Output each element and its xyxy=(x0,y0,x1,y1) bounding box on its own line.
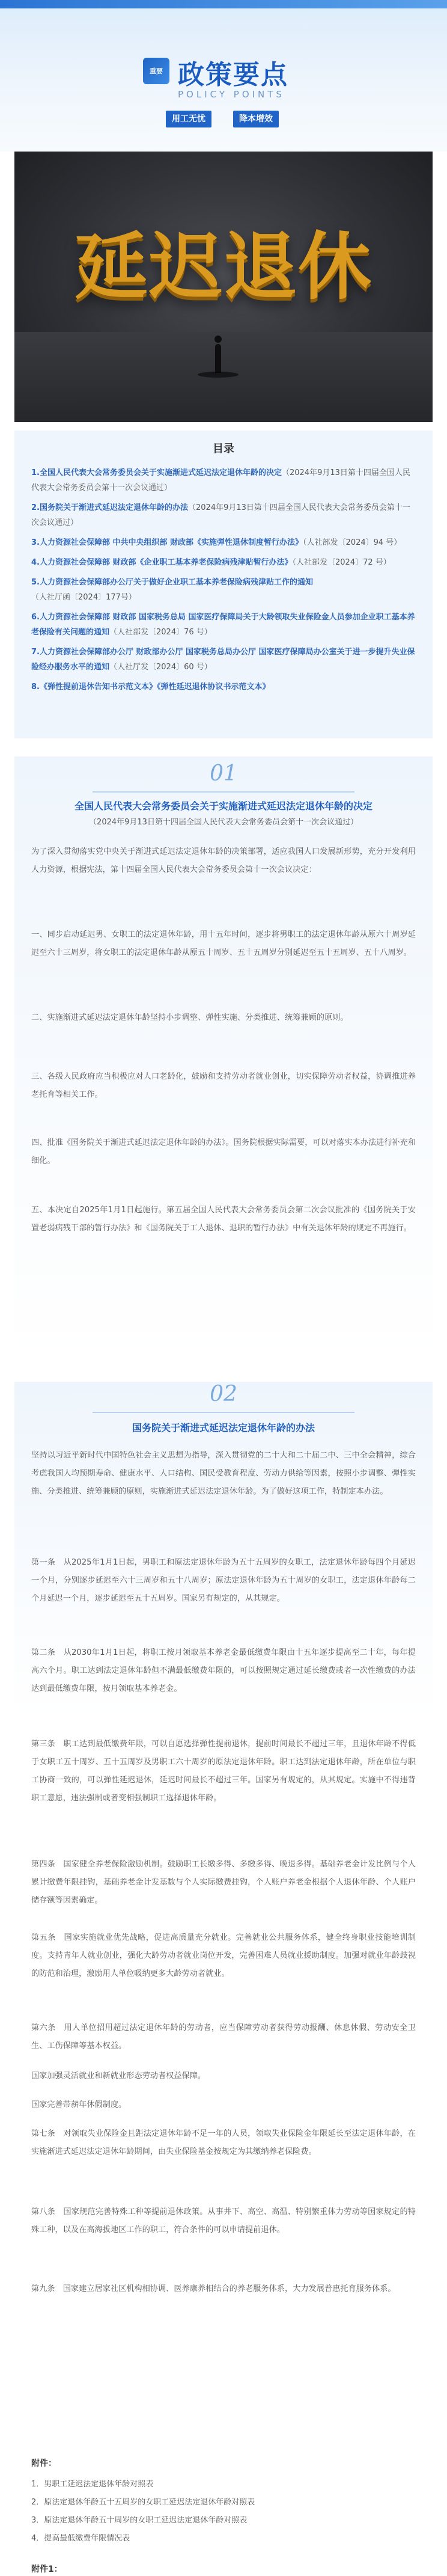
appendix xyxy=(14,2351,433,2550)
tag-badge-1: 用工无忧 xyxy=(166,111,211,127)
appendix-tail-heading: 附件1： xyxy=(31,2565,62,2574)
directory-item[interactable]: 7.人力资源社会保障部办公厅 财政部办公厅 国家税务总局办公厅 国家医疗保障局办公室关于进一步提升失业保险经办服务水平的通知（人社厅发〔2024〕60 号） xyxy=(31,648,415,672)
directory-link[interactable]: 人力资源社会保障部 中共中央组织部 财政部《实施弹性退休制度暂行办法》 xyxy=(39,538,303,547)
section-divider xyxy=(93,791,354,793)
directory-item[interactable]: 6.人力资源社会保障部 财政部 国家税务总局 国家医疗保障局关于大龄领取失业保险金人员参加企业职工基本养老保险有关问题的通知（人社部发〔2024〕76 号） xyxy=(31,613,415,637)
section-number: 02 xyxy=(210,1382,237,1406)
appendix-heading: 附件： xyxy=(31,2459,56,2468)
directory-list xyxy=(31,465,416,699)
appendix-item[interactable]: 4．提高最低缴费年限情况表 xyxy=(31,2534,130,2543)
appendix-item[interactable]: 3．原法定退休年龄五十周岁的女职工延迟法定退休年龄对照表 xyxy=(31,2516,248,2525)
logo-badge-icon: 重要 xyxy=(143,58,169,84)
directory-link[interactable]: 国务院关于渐进式延迟法定退休年龄的办法 xyxy=(39,503,188,512)
section-divider xyxy=(93,1412,354,1413)
section-paragraph: 坚持以习近平新时代中国特色社会主义思想为指导，深入贯彻党的二十大和二十届二中、三中全会精神，综合考虑我国人均预期寿命、健康水平、人口结构、国民受教育程度、劳动力供给等因素，按照小步调整、弹性实施、分类推进、统筹兼顾的原则，实施渐进式延迟法定退休年龄。为了做好这项工作，特制定本办法。 xyxy=(31,1451,416,1496)
section-subtitle: （2024年9月13日第十四届全国人民代表大会常务委员会第十一次会议通过） xyxy=(89,818,358,827)
directory-link[interactable]: 人力资源社会保障部 财政部《企业职工基本养老保险病残津贴暂行办法》 xyxy=(39,558,293,567)
top-stripe xyxy=(0,0,447,8)
section-paragraph: 第九条 国家建立居家社区机构相协调、医养康养相结合的养老服务体系，大力发展普惠托育服务体系。 xyxy=(31,2284,396,2293)
section-paragraph: 五、本决定自2025年1月1日起施行。第五届全国人民代表大会常务委员会第二次会议批准的《国务院关于安置老弱病残干部的暂行办法》和《国务院关于工人退休、退职的暂行办法》中有关退休年龄的规定不再施行。 xyxy=(31,1206,416,1233)
section-paragraph: 二、实施渐进式延迟法定退休年龄坚持小步调整、弹性实施、分类推进、统筹兼顾的原则。 xyxy=(31,1013,348,1022)
person-shadow xyxy=(198,372,239,378)
person-head-icon xyxy=(214,336,222,343)
section-title: 全国人民代表大会常务委员会关于实施渐进式延迟法定退休年龄的决定 xyxy=(74,800,372,812)
section-2 xyxy=(14,1382,433,2345)
person-silhouette-icon xyxy=(215,344,221,373)
directory-link[interactable]: 《弹性提前退休告知书示范文本》《弹性延迟退休协议书示范文本》 xyxy=(39,682,270,692)
section-paragraph: 第四条 国家健全养老保险激励机制。鼓励职工长缴多得、多缴多得、晚退多得。基础养老金计发比例与个人累计缴费年限挂钩，基础养老金计发基数与个人实际缴费挂钩，个人账户养老金根据个人退休年龄、个人账户储存额等因素确定。 xyxy=(31,1860,416,1905)
section-paragraph: 第五条 国家实施就业优先战略，促进高质量充分就业。完善就业公共服务体系，健全终身职业技能培训制度。支持青年人就业创业，强化大龄劳动者就业岗位开发，完善困难人员就业援助制度。加强对就业年龄歧视的防范和治理，激励用人单位吸纳更多大龄劳动者就业。 xyxy=(31,1933,416,1978)
page-title: 政策要点 xyxy=(178,60,288,90)
directory-item[interactable]: 1.全国人民代表大会常务委员会关于实施渐进式延迟法定退休年龄的决定（2024年9月13日第十四届全国人民代表大会常务委员会第十一次会议通过） xyxy=(31,468,410,492)
appendix-item[interactable]: 1．男职工延迟法定退休年龄对照表 xyxy=(31,2480,154,2489)
section-number: 01 xyxy=(210,761,237,786)
hero-word: 延迟退休 xyxy=(74,224,372,310)
section-paragraph: 国家完善带薪年休假制度。 xyxy=(31,2100,127,2109)
section-paragraph: 国家加强灵活就业和新就业形态劳动者权益保障。 xyxy=(31,2072,206,2081)
section-1 xyxy=(14,756,433,1358)
section-paragraph: 第一条 从2025年1月1日起，男职工和原法定退休年龄为五十五周岁的女职工，法定退休年龄每四个月延迟一个月，分别逐步延迟至六十三周岁和五十八周岁；原法定退休年龄为五十周岁的女职工，法定退休年龄每二个月延迟一个月，逐步延迟至五十五周岁。国家另有规定的，从其规定。 xyxy=(31,1558,416,1603)
directory-item[interactable]: 3.人力资源社会保障部 中共中央组织部 财政部《实施弹性退休制度暂行办法》（人社部发〔2024〕94 号） xyxy=(31,538,402,547)
directory-link[interactable]: 人力资源社会保障部 财政部 国家税务总局 国家医疗保障局关于大龄领取失业保险金人员参加企业职工基本养老保险有关问题的通知 xyxy=(31,613,415,637)
section-paragraph: 第八条 国家规范完善特殊工种等提前退休政策。从事井下、高空、高温、特别繁重体力劳动等国家规定的特殊工种，以及在高海拔地区工作的职工，符合条件的可以申请提前退休。 xyxy=(31,2207,416,2234)
header-banner xyxy=(0,0,447,152)
section-paragraph: 第三条 职工达到最低缴费年限，可以自愿选择弹性提前退休，提前时间最长不超过三年，且退休年龄不得低于女职工五十周岁、五十五周岁及男职工六十周岁的原法定退休年龄。职工达到法定退休年龄，所在单位与职工协商一致的，可以弹性延迟退休，延迟时间最长不超过三年。国家另有规定的，从其规定。实施中不得违背职工意愿，违法强制或者变相强制职工选择退休年龄。 xyxy=(31,1740,416,1803)
directory-item[interactable]: 8.《弹性提前退休告知书示范文本》《弹性延迟退休协议书示范文本》 xyxy=(31,682,270,692)
directory-box xyxy=(14,431,433,738)
section-paragraph: 四、批准《国务院关于渐进式延迟法定退休年龄的办法》。国务院根据实际需要，可以对落实本办法进行补充和细化。 xyxy=(31,1138,416,1165)
appendix-item[interactable]: 2．原法定退休年龄五十五周岁的女职工延迟法定退休年龄对照表 xyxy=(31,2498,255,2507)
directory-link[interactable]: 人力资源社会保障部办公厅 财政部办公厅 国家税务总局办公厅 国家医疗保障局办公室关于进一步提升失业保险经办服务水平的通知 xyxy=(31,648,415,672)
section-paragraph: 第二条 从2030年1月1日起，将职工按月领取基本养老金最低缴费年限由十五年逐步提高至二十年，每年提高六个月。职工达到法定退休年龄但不满最低缴费年限的，可以按照规定通过延长缴费或者一次性缴费的办法达到最低缴费年限，按月领取基本养老金。 xyxy=(31,1648,416,1693)
directory-item[interactable]: 4.人力资源社会保障部 财政部《企业职工基本养老保险病残津贴暂行办法》（人社部发〔2024〕72 号） xyxy=(31,558,391,567)
directory-title: 目录 xyxy=(213,443,234,455)
section-paragraph: 第六条 用人单位招用超过法定退休年龄的劳动者，应当保障劳动者获得劳动报酬、休息休假、劳动安全卫生、工伤保障等基本权益。 xyxy=(31,2023,416,2050)
section-paragraph: 第七条 对领取失业保险金且距法定退休年龄不足一年的人员，领取失业保险金年限延长至法定退休年龄，在实施渐进式延迟法定退休年龄期间，由失业保险基金按规定为其缴纳养老保险费。 xyxy=(31,2129,416,2156)
page-subtitle: POLICY POINTS xyxy=(178,89,285,100)
section-paragraph: 为了深入贯彻落实党中央关于渐进式延迟法定退休年龄的决策部署，适应我国人口发展新形势，充分开发利用人力资源，根据宪法，第十四届全国人民代表大会常务委员会第十一次会议决定： xyxy=(31,847,416,874)
directory-item[interactable]: 5.人力资源社会保障部办公厅关于做好企业职工基本养老保险病残津贴工作的通知（人社厅函〔2024〕177号） xyxy=(31,578,313,602)
tag-badge-2: 降本增效 xyxy=(233,111,279,127)
directory-link[interactable]: 人力资源社会保障部办公厅关于做好企业职工基本养老保险病残津贴工作的通知 xyxy=(39,578,313,587)
section-paragraph: 一、同步启动延迟男、女职工的法定退休年龄，用十五年时间，逐步将男职工的法定退休年龄从原六十周岁延迟至六十三周岁，将女职工的法定退休年龄从原五十周岁、五十五周岁分别延迟至五十五周岁、五十八周岁。 xyxy=(31,930,416,957)
section-title: 国务院关于渐进式延迟法定退休年龄的办法 xyxy=(132,1422,315,1434)
hero-image xyxy=(14,152,433,422)
directory-item[interactable]: 2.国务院关于渐进式延迟法定退休年龄的办法（2024年9月13日第十四届全国人民代表大会常务委员会第十一次会议通过） xyxy=(31,503,410,527)
directory-link[interactable]: 全国人民代表大会常务委员会关于实施渐进式延迟法定退休年龄的决定 xyxy=(39,468,282,477)
section-paragraph: 三、各级人民政府应当积极应对人口老龄化，鼓励和支持劳动者就业创业，切实保障劳动者权益，协调推进养老托育等相关工作。 xyxy=(31,1072,416,1099)
